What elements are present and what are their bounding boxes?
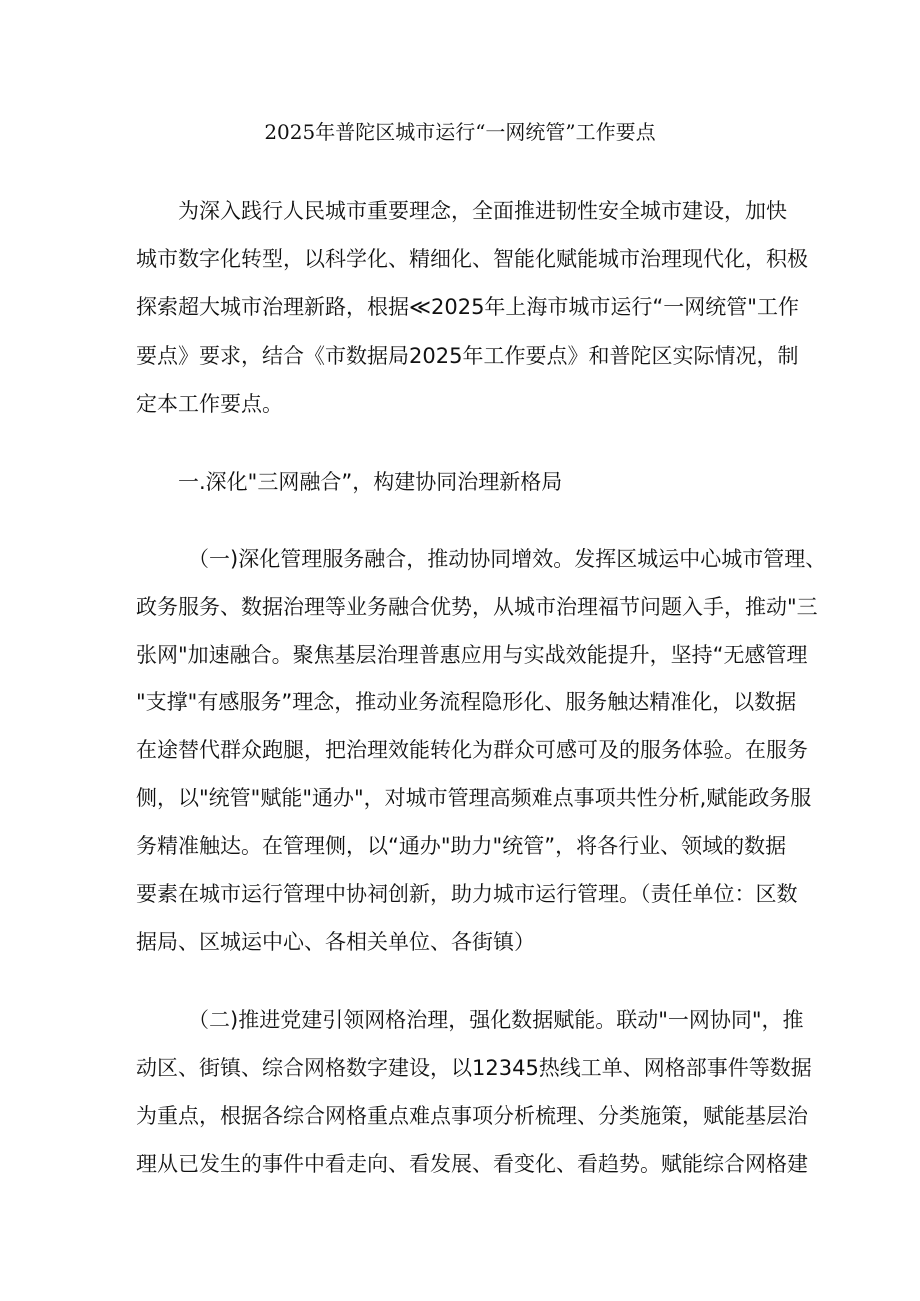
item1-line: （一)深化管理服务融合，推动协同增效。发挥区城运中心城市管理、 bbox=[188, 547, 827, 571]
item1-line: 据局、区城运中心、各相关单位、各街镇） bbox=[136, 930, 535, 954]
item1-line: "支撑"有感服务”理念，推动业务流程隐形化、服务触达精准化，以数据 bbox=[136, 690, 797, 714]
item2-line: 动区、街镇、综合网格数字建设，以12345热线工单、网格部事件等数据 bbox=[136, 1056, 812, 1080]
section-heading: 一.深化"三网融合”，构建协同治理新格局 bbox=[178, 470, 563, 494]
item2-line: 理从已发生的事件中看走向、看发展、看变化、看趋势。赋能综合网格建 bbox=[136, 1152, 808, 1176]
item1-line: 要素在城市运行管理中协祠创新，助力城市运行管理。（责任单位：区数 bbox=[136, 882, 798, 906]
intro-line: 为深入践行人民城市重要理念，全面推进韧性安全城市建设，加快 bbox=[178, 199, 787, 223]
intro-line: 探索超大城市治理新路，根据≪2025年上海市城市运行“一网统管"工作 bbox=[136, 295, 799, 319]
item1-line: 务精准触达。在管理侧，以“通办"助力"统管”，将各行业、领域的数据 bbox=[136, 834, 787, 858]
item2-line: （二)推进党建引领网格治理，强化数据赋能。联动"一网协同"，推 bbox=[188, 1008, 804, 1032]
item2-line: 为重点，根据各综合网格重点难点事项分析梳理、分类施策，赋能基层治 bbox=[136, 1104, 808, 1128]
intro-line: 城市数字化转型，以科学化、精细化、智能化赋能城市治理现代化，积极 bbox=[136, 247, 808, 271]
item1-line: 在途替代群众跑腿，把治理效能转化为群众可感可及的服务体验。在服务 bbox=[136, 738, 808, 762]
item1-line: 政务服务、数据治理等业务融合优势，从城市治理福节问题入手，推动"三 bbox=[136, 595, 818, 619]
intro-line: 要点》要求，结合《市数据局2025年工作要点》和普陀区实际情况，制 bbox=[136, 344, 799, 368]
item1-line: 张网"加速融合。聚焦基层治理普惠应用与实战效能提升，坚持“无感管理 bbox=[136, 643, 808, 667]
item1-line: 侧，以"统管"赋能"通办"，对城市管理高频难点事项共性分析,赋能政务服 bbox=[136, 786, 812, 810]
document-title: 2025年普陀区城市运行“一网统管”工作要点 bbox=[264, 120, 656, 144]
intro-line: 定本工作要点。 bbox=[136, 392, 283, 416]
